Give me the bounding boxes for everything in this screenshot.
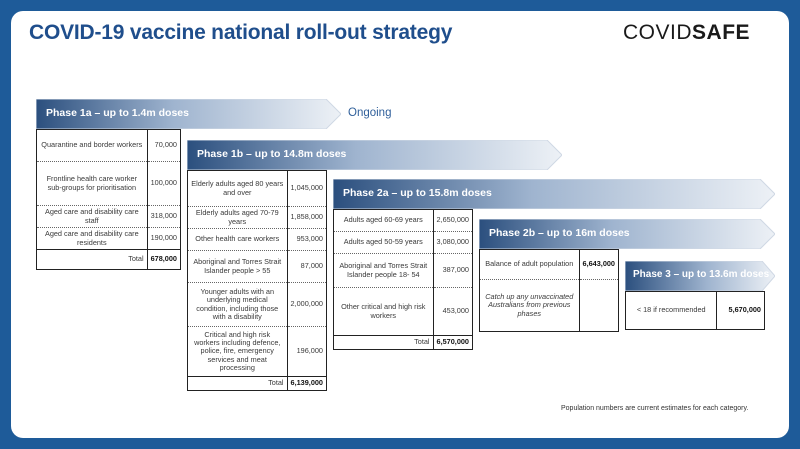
phase-2a-label: Phase 2a – up to 15.8m doses bbox=[343, 187, 492, 199]
table-row bbox=[188, 171, 327, 207]
page-title: COVID-19 vaccine national roll-out strategy bbox=[29, 21, 453, 44]
row-desc: Catch up any unvaccinated Australians from previous phases bbox=[485, 291, 574, 318]
table-row bbox=[334, 254, 473, 288]
row-desc: Frontline health care worker sub-groups for prioritisation bbox=[37, 162, 148, 206]
footnote: Population numbers are current estimates for each category. bbox=[561, 405, 749, 412]
row-desc: Elderly adults aged 70-79 years bbox=[188, 207, 288, 229]
row-desc: Aged care and disability care staff bbox=[37, 206, 148, 228]
row-desc: Other critical and high risk workers bbox=[334, 288, 434, 336]
row-num: 2,650,000 bbox=[433, 210, 472, 232]
row-desc: Balance of adult population bbox=[480, 250, 580, 280]
logo-text-safe: SAFE bbox=[692, 21, 751, 44]
total-row bbox=[37, 250, 181, 270]
table-row bbox=[480, 250, 619, 280]
row-num: 100,000 bbox=[147, 162, 180, 206]
table-row bbox=[188, 251, 327, 283]
row-desc: Elderly adults aged 80 years and over bbox=[188, 171, 288, 207]
table-row bbox=[626, 292, 765, 330]
phase-3-label: Phase 3 – up to 13.6m doses bbox=[633, 269, 770, 280]
total-label: Total bbox=[334, 336, 434, 350]
row-num: 2,000,000 bbox=[287, 283, 326, 327]
row-desc: Adults aged 50-59 years bbox=[334, 232, 434, 254]
row-desc: Younger adults with an underlying medical condition, including those with a disability bbox=[188, 283, 288, 327]
table-row bbox=[37, 130, 181, 162]
row-desc: Aged care and disability care residents bbox=[37, 228, 148, 250]
total-value: 678,000 bbox=[147, 250, 180, 270]
row-num: 190,000 bbox=[147, 228, 180, 250]
table-row bbox=[37, 228, 181, 250]
table-row bbox=[334, 288, 473, 336]
phase-3-table bbox=[625, 291, 765, 330]
row-desc: Adults aged 60-69 years bbox=[334, 210, 434, 232]
row-num: 5,670,000 bbox=[717, 292, 765, 330]
row-num: 87,000 bbox=[287, 251, 326, 283]
row-desc: Aboriginal and Torres Strait Islander people 18- 54 bbox=[334, 254, 434, 288]
total-row bbox=[188, 377, 327, 391]
table-row bbox=[188, 229, 327, 251]
row-num: 70,000 bbox=[147, 130, 180, 162]
row-desc: < 18 if recommended bbox=[636, 305, 706, 315]
phase-1a-arrow bbox=[36, 99, 341, 129]
ongoing-label: Ongoing bbox=[348, 107, 392, 119]
table-row bbox=[334, 210, 473, 232]
table-row bbox=[188, 283, 327, 327]
table-row bbox=[480, 280, 619, 332]
slide bbox=[11, 11, 789, 438]
phase-2a-table bbox=[333, 209, 473, 350]
row-num: 953,000 bbox=[287, 229, 326, 251]
table-row bbox=[188, 207, 327, 229]
table-row bbox=[334, 232, 473, 254]
row-desc: Quarantine and border workers bbox=[37, 130, 148, 162]
row-num: 318,000 bbox=[147, 206, 180, 228]
total-row bbox=[334, 336, 473, 350]
table-row bbox=[37, 162, 181, 206]
row-num-empty bbox=[579, 280, 618, 332]
row-num: 387,000 bbox=[433, 254, 472, 288]
row-desc: Aboriginal and Torres Strait Islander people > 55 bbox=[188, 251, 288, 283]
phase-2b-label: Phase 2b – up to 16m doses bbox=[489, 227, 630, 239]
phase-3-arrow bbox=[625, 261, 775, 291]
row-num: 6,643,000 bbox=[579, 250, 618, 280]
total-label: Total bbox=[37, 250, 148, 270]
covidsafe-logo bbox=[623, 21, 750, 45]
phase-1a-label: Phase 1a – up to 1.4m doses bbox=[46, 107, 189, 119]
table-row bbox=[37, 206, 181, 228]
row-desc: Other health care workers bbox=[188, 229, 288, 251]
total-label: Total bbox=[188, 377, 288, 391]
table-row bbox=[188, 327, 327, 377]
row-num: 1,045,000 bbox=[287, 171, 326, 207]
logo-text-covid: COVID bbox=[623, 21, 693, 44]
phase-2a-arrow bbox=[333, 179, 775, 209]
phase-2b-table bbox=[479, 249, 619, 332]
row-num: 3,080,000 bbox=[433, 232, 472, 254]
phase-1b-table bbox=[187, 170, 327, 391]
row-num: 1,858,000 bbox=[287, 207, 326, 229]
phase-2b-arrow bbox=[479, 219, 775, 249]
total-value: 6,139,000 bbox=[287, 377, 326, 391]
total-value: 6,570,000 bbox=[433, 336, 472, 350]
phase-1a-table bbox=[36, 129, 181, 270]
phase-1b-label: Phase 1b – up to 14.8m doses bbox=[197, 148, 347, 160]
row-num: 196,000 bbox=[287, 327, 326, 377]
phase-1b-arrow bbox=[187, 140, 562, 170]
row-num: 453,000 bbox=[433, 288, 472, 336]
row-desc: Critical and high risk workers including defence, police, fire, emergency services and meat processing bbox=[188, 327, 288, 377]
